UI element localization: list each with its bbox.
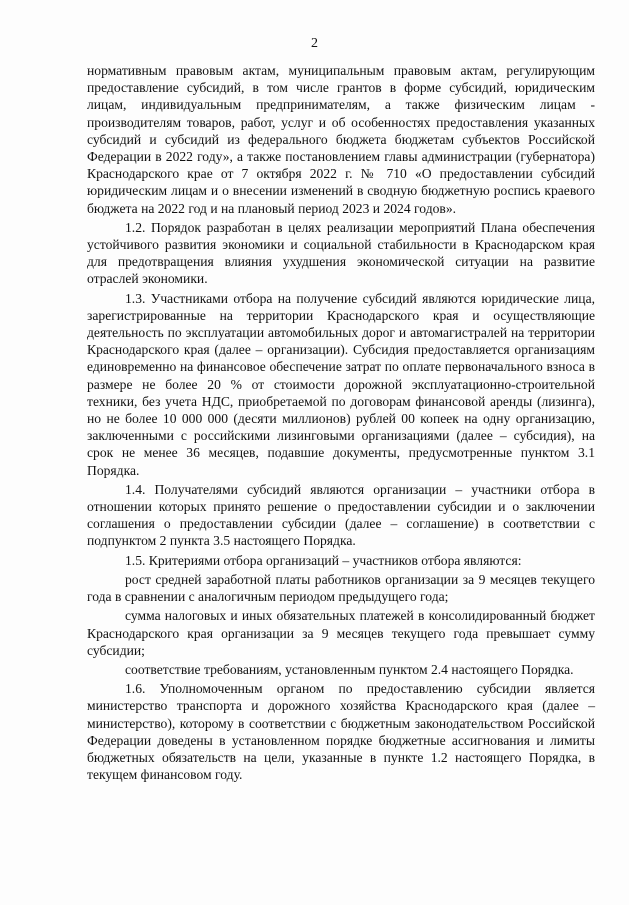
paragraph-1-5: 1.5. Критериями отбора организаций – участников отбора являются: [125,552,522,568]
paragraph-1-3: 1.3. Участниками отбора на получение субсидий являются юридические лица, зарегистрированные на территории Краснодарского края и осуществляющие деятельность по эксплуатации автомобильных дорог и автомагистралей на территории Краснодарского края (далее – организации). Субсидия предоставляется организациям единовременно на финансовое обеспечение затрат по оплате первоначального взноса в размере не более 20 % от стоимости дорожной эксплуатационно-строительной техники, без учета НДС, приобретаемой по договорам финансовой аренды (лизинга), но не более 10 000 000 (десяти миллионов) рублей 00 копеек на одну организацию, заключенными с российскими лизинговыми организациями (далее – субсидия), на срок не менее 36 месяцев, подавшие документы, предусмотренные пунктом 3.1 Порядка. [87,290,595,478]
paragraph-continuation: нормативным правовым актам, муниципальным правовым актам, регулирующим предоставление субсидий, в том числе грантов в форме субсидий, юридическим лицам, индивидуальным предпринимателям, а также физическим лицам - производителям товаров, работ, услуг и об особенностях предоставления указанных субсидий и субсидий из федерального бюджета бюджетам субъектов Российской Федерации в 2022 году», а также постановлением главы администрации (губернатора) Краснодарского крае от 7 октября 2022 г. № 710 «О предоставлении субсидий юридическим лицам и о внесении изменений в сводную бюджетную роспись краевого бюджета на 2022 год и на плановый период 2023 и 2024 годов». [87,63,595,216]
paragraph-1-2: 1.2. Порядок разработан в целях реализации мероприятий Плана обеспечения устойчивого развития экономики и социальной стабильности в Краснодарском края для предотвращения влияния ухудшения экономической ситуации на развитие отраслей экономики. [87,219,595,287]
criteria-item-taxes: сумма налоговых и иных обязательных платежей в консолидированный бюджет Краснодарского края организации за 9 месяцев текущего года превышает сумму субсидии; [87,608,595,658]
document-body [87,62,595,785]
paragraph-1-6: 1.6. Уполномоченным органом по предоставлению субсидии является министерство транспорта и дорожного хозяйства Краснодарского края (далее – министерство), которому в соответствии с бюджетным законодательством Российской Федерации доведены в установленном порядке бюджетные ассигнования и лимиты бюджетных обязательств на цели, указанные в пункте 1.2 настоящего Порядка, в текущем финансовом году. [87,681,595,783]
page-number: 2 [311,36,318,51]
paragraph-1-4: 1.4. Получателями субсидий являются организации – участники отбора в отношении которых принято решение о предоставлении субсидии и о заключении соглашения о предоставлении субсидии (далее – соглашение) в соответствии с подпунктом 2 пункта 3.5 настоящего Порядка. [87,481,595,549]
criteria-item-requirements: соответствие требованиям, установленным пунктом 2.4 настоящего Порядка. [125,661,574,677]
criteria-item-salary: рост средней заработной платы работников организации за 9 месяцев текущего года в сравнении с аналогичным периодом предыдущего года; [87,571,595,605]
